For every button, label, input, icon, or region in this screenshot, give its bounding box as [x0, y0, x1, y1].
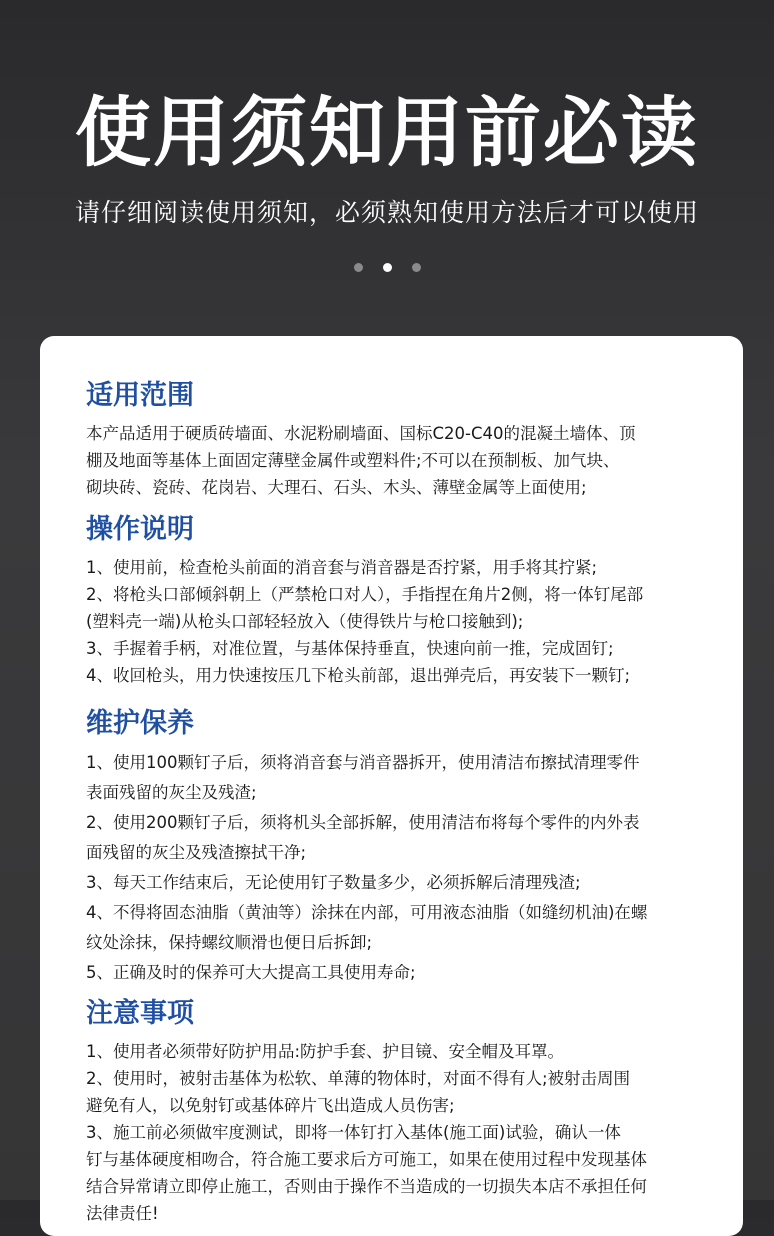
- page-subtitle: 请仔细阅读使用须知，必须熟知使用方法后才可以使用: [74, 198, 699, 227]
- section-title-operation: 操作说明: [86, 514, 194, 545]
- scope-line-3: 砌块砖、瓷砖、花岗岩、大理石、石头、木头、薄壁金属等上面使用;: [86, 478, 587, 497]
- maintenance-line-7: 纹处涂抹，保持螺纹顺滑也便日后拆卸;: [86, 933, 373, 952]
- section-title-scope: 适用范围: [86, 380, 194, 411]
- operation-line-2: 2、将枪头口部倾斜朝上（严禁枪口对人），手指捏在角片2侧，将一体钉尾部: [86, 585, 644, 604]
- carousel-dot-3[interactable]: [412, 263, 421, 272]
- carousel-indicator: [0, 263, 774, 272]
- maintenance-line-3: 2、使用200颗钉子后，须将机头全部拆解，使用清洁布将每个零件的内外表: [86, 813, 640, 832]
- operation-line-1: 1、使用前，检查枪头前面的消音套与消音器是否拧紧，用手将其拧紧;: [86, 558, 598, 577]
- section-maintenance: [86, 706, 647, 988]
- section-precautions: [86, 996, 647, 1227]
- section-operation: [86, 512, 643, 689]
- operation-line-5: 4、收回枪头，用力快速按压几下枪头前部，退出弹壳后，再安装下一颗钉;: [86, 666, 631, 685]
- operation-line-3: (塑料壳一端)从枪头口部轻轻放入（使得铁片与枪口接触到);: [86, 612, 524, 631]
- precautions-line-5: 钉与基体硬度相吻合，符合施工要求后方可施工，如果在使用过程中发现基体: [86, 1150, 647, 1169]
- maintenance-line-1: 1、使用100颗钉子后，须将消音套与消音器拆开，使用清洁布擦拭清理零件: [86, 753, 640, 772]
- section-scope: [86, 378, 636, 501]
- instructions-card: [40, 336, 743, 1236]
- operation-line-4: 3、手握着手柄，对准位置，与基体保持垂直，快速向前一推，完成固钉;: [86, 639, 614, 658]
- precautions-line-2: 2、使用时，被射击基体为松软、单薄的物体时，对面不得有人;被射击周围: [86, 1069, 631, 1088]
- precautions-line-1: 1、使用者必须带好防护用品:防护手套、护目镜、安全帽及耳罩。: [86, 1042, 565, 1061]
- page-title: 使用须知用前必读: [75, 88, 699, 177]
- maintenance-line-6: 4、不得将固态油脂（黄油等）涂抹在内部，可用液态油脂（如缝纫机油)在螺: [86, 903, 648, 922]
- scope-line-1: 本产品适用于硬质砖墙面、水泥粉刷墙面、国标C20-C40的混凝土墙体、顶: [86, 424, 636, 443]
- precautions-line-6: 结合异常请立即停止施工，否则由于操作不当造成的一切损失本店不承担任何: [86, 1177, 647, 1196]
- maintenance-line-8: 5、正确及时的保养可大大提高工具使用寿命;: [86, 963, 416, 982]
- precautions-line-4: 3、施工前必须做牢度测试，即将一体钉打入基体(施工面)试验，确认一体: [86, 1123, 621, 1142]
- carousel-dot-2[interactable]: [383, 263, 392, 272]
- maintenance-line-5: 3、每天工作结束后，无论使用钉子数量多少，必须拆解后清理残渣;: [86, 873, 581, 892]
- maintenance-line-2: 表面残留的灰尘及残渣;: [86, 783, 257, 802]
- precautions-line-7: 法律责任!: [86, 1204, 159, 1223]
- scope-line-2: 棚及地面等基体上面固定薄壁金属件或塑料件;不可以在预制板、加气块、: [86, 451, 620, 470]
- section-title-maintenance: 维护保养: [86, 708, 194, 739]
- precautions-line-3: 避免有人，以免射钉或基体碎片飞出造成人员伤害;: [86, 1096, 455, 1115]
- section-title-precautions: 注意事项: [86, 998, 194, 1029]
- maintenance-line-4: 面残留的灰尘及残渣擦拭干净;: [86, 843, 307, 862]
- carousel-dot-1[interactable]: [354, 263, 363, 272]
